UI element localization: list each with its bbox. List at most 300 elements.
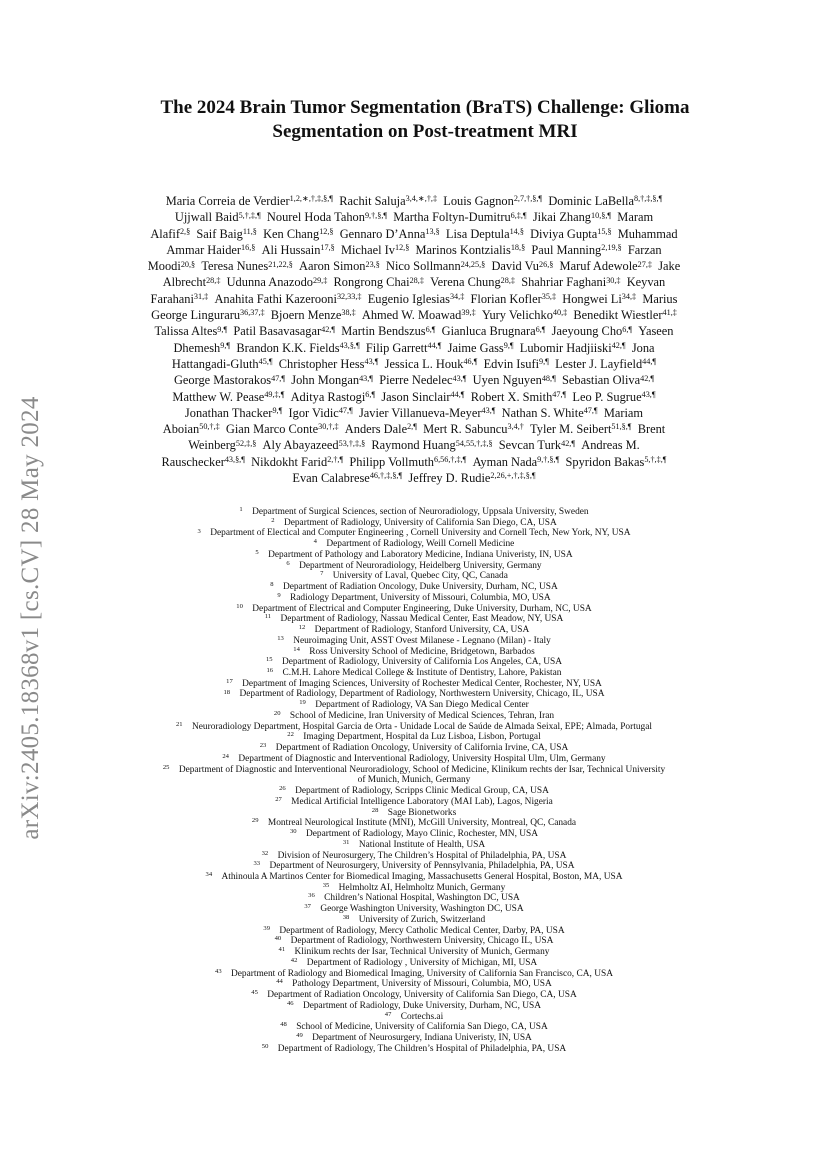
affiliation-text: Department of Surgical Sciences, section of Neuroradiology, Uppsala University, Sweden <box>252 507 589 517</box>
author-affiliation-marks: 3,4,† <box>507 422 524 432</box>
affiliation-number: 19 <box>299 699 306 707</box>
affiliation-text: Department of Radiology , University of Michigan, MI, USA <box>306 957 538 968</box>
affiliation-line <box>90 550 738 561</box>
affiliation-number: 8 <box>270 581 274 589</box>
author-name: Pierre Nedelec <box>379 373 453 388</box>
author-name: Martin Bendszus <box>341 324 426 339</box>
author-affiliation-marks: 29,‡ <box>312 275 328 285</box>
author-affiliation-marks: 12,§ <box>319 226 334 236</box>
author-affiliation-marks: 2,¶ <box>407 422 417 432</box>
affiliation-number: 48 <box>280 1021 287 1029</box>
affiliation-line <box>90 872 738 883</box>
author-affiliation-marks: 38,‡ <box>341 308 356 318</box>
author-affiliation-marks: 6,‡,¶ <box>510 210 527 220</box>
author-affiliation-marks: 9,†,§,¶ <box>537 455 560 465</box>
affiliation-number: 33 <box>253 860 261 868</box>
affiliation-text: of Munich, Munich, Germany <box>357 775 471 786</box>
author-name: Rauschecker <box>161 454 225 469</box>
affiliation-line <box>90 668 738 679</box>
affiliation-line <box>90 507 738 518</box>
author-affiliation-marks: 28,‡ <box>206 275 221 285</box>
arxiv-identifier: arXiv:2405.18368v1 [cs.CV] 28 May 2024 <box>17 395 44 840</box>
author-name: Aly Abayazeed <box>262 438 339 453</box>
author-affiliation-marks: 32,33,‡ <box>336 292 362 302</box>
author-list <box>88 193 740 486</box>
affiliation-line <box>90 990 738 1001</box>
author-line <box>88 323 740 339</box>
affiliation-line <box>90 561 738 572</box>
author-name: Jaeyoung Cho <box>551 324 623 339</box>
affiliation-line <box>90 861 738 872</box>
author-affiliation-marks: 46,¶ <box>463 357 478 367</box>
author-affiliation-marks: 49,‡,¶ <box>264 389 285 399</box>
author-affiliation-marks: 6,56,†,‡,¶ <box>433 455 467 465</box>
affiliation-number: 28 <box>371 806 379 814</box>
affiliation-number: 10 <box>236 602 243 610</box>
affiliation-line <box>90 722 738 733</box>
affiliation-text: Department of Radiation Oncology, Duke University, Durham, NC, USA <box>282 582 558 593</box>
author-name: Edvin Isufi <box>483 356 540 371</box>
affiliation-line <box>90 958 738 969</box>
affiliation-text: Department of Radiology, Nassau Medical Center, East Meadow, NY, USA <box>280 614 564 625</box>
affiliation-number: 37 <box>304 903 311 911</box>
affiliation-text: Department of Radiology, VA San Diego Medical Center <box>315 700 529 711</box>
title-line: Segmentation on Post-treatment MRI <box>272 121 578 142</box>
affiliation-number: 9 <box>277 591 281 599</box>
author-affiliation-marks: 24,25,§ <box>460 259 486 269</box>
author-name: Diviya Gupta <box>530 226 598 241</box>
author-affiliation-marks: 5,†,‡,¶ <box>644 455 667 465</box>
affiliation-line <box>90 840 738 851</box>
affiliation-text: Imaging Department, Hospital da Luz Lisboa, Lisbon, Portugal <box>303 732 541 743</box>
affiliation-text: Department of Diagnostic and Interventional Radiology, University Hospital Ulm, Ulm, Germany <box>238 753 606 764</box>
affiliation-text: Medical Artificial Intelligence Laboratory (MAI Lab), Lagos, Nigeria <box>291 796 553 807</box>
author-affiliation-marks: 17,§ <box>320 243 335 253</box>
affiliation-line <box>90 657 738 668</box>
affiliation-number: 41 <box>278 946 286 954</box>
author-name: Saif Baig <box>196 226 243 241</box>
author-affiliation-marks: 48,¶ <box>541 373 556 383</box>
author-name: Albrecht <box>162 275 207 290</box>
affiliation-text: Department of Radiation Oncology, University of California San Diego, CA, USA <box>267 990 577 1001</box>
author-affiliation-marks: 28,‡ <box>500 275 515 285</box>
author-affiliation-marks: 43,§,¶ <box>339 340 360 350</box>
author-name: Gennaro D’Anna <box>339 226 426 241</box>
author-name: George Mastorakos <box>173 373 272 388</box>
author-line <box>88 307 740 323</box>
arxiv-sidebar <box>19 325 43 910</box>
affiliation-text: Department of Radiology, Scripps Clinic Medical Group, CA, USA <box>295 786 549 797</box>
affiliation-number: 30 <box>289 828 297 836</box>
affiliation-number: 49 <box>296 1032 303 1040</box>
author-name: Weinberg <box>188 438 236 453</box>
author-affiliation-marks: 34,‡ <box>621 292 637 302</box>
author-affiliation-marks: 2,†,¶ <box>327 455 344 465</box>
author-line <box>88 258 740 274</box>
author-name: Ujjwall Baid <box>174 210 239 225</box>
affiliation-line <box>90 915 738 926</box>
affiliation-text: Department of Radiology and Biomedical Imaging, University of California San Francisco, CA, USA <box>231 968 613 979</box>
author-name: Christopher Hess <box>278 356 365 371</box>
affiliation-number: 1 <box>239 506 243 514</box>
affiliation-text: Department of Radiology, University of California San Diego, CA, USA <box>283 517 557 528</box>
affiliation-text: Klinikum rechts der Isar, Technical University of Munich, Germany <box>294 947 550 958</box>
affiliation-line <box>90 947 738 958</box>
author-affiliation-marks: 6,¶ <box>365 389 376 399</box>
author-line <box>88 274 740 290</box>
author-affiliation-marks: 1,2,∗,†,‡,§,¶ <box>289 194 333 204</box>
author-name: Moodi <box>147 259 181 274</box>
affiliation-text: Department of Pathology and Laboratory Medicine, Indiana Univeristy, IN, USA <box>268 549 573 560</box>
author-name: Jason Sinclair <box>381 389 451 404</box>
author-name: Yaseen <box>638 324 674 339</box>
affiliation-number: 36 <box>308 892 315 900</box>
affiliation-text: Department of Neuroradiology, Heidelberg University, Germany <box>299 560 542 571</box>
affiliation-text: Children’s National Hospital, Washington DC, USA <box>324 893 520 904</box>
author-name: Philipp Vollmuth <box>349 454 434 469</box>
affiliation-line <box>90 711 738 722</box>
author-affiliation-marks: 6,¶ <box>535 324 546 334</box>
author-name: Jessica L. Houk <box>384 356 464 371</box>
author-affiliation-marks: 44,¶ <box>427 340 442 350</box>
author-name: Andreas M. <box>581 438 640 453</box>
author-name: Jeffrey D. Rudie <box>408 471 491 486</box>
author-name: Brent <box>637 422 666 437</box>
affiliation-line <box>90 732 738 743</box>
author-name: Lisa Deptula <box>445 226 510 241</box>
author-name: Mert R. Sabuncu <box>423 422 508 437</box>
author-name: Ammar Haider <box>166 242 242 257</box>
affiliation-line <box>90 851 738 862</box>
author-name: Lubomir Hadjiiski <box>519 340 612 355</box>
author-name: Igor Vidic <box>288 405 339 420</box>
affiliation-text: School of Medicine, University of California San Diego, CA, USA <box>296 1022 548 1033</box>
author-name: Marius <box>642 291 678 306</box>
author-affiliation-marks: 42,¶ <box>321 324 336 334</box>
affiliation-number: 43 <box>215 967 222 975</box>
author-affiliation-marks: 44,¶ <box>450 389 465 399</box>
affiliation-number: 13 <box>277 634 284 642</box>
affiliation-number: 46 <box>286 999 294 1007</box>
affiliation-line <box>90 625 738 636</box>
affiliation-line <box>90 743 738 754</box>
author-affiliation-marks: 12,§ <box>394 243 410 253</box>
affiliation-number: 25 <box>162 763 170 771</box>
author-name: Rongrong Chai <box>333 275 410 290</box>
author-affiliation-marks: 40,‡ <box>552 308 568 318</box>
affiliation-line <box>90 571 738 582</box>
author-affiliation-marks: 16,§ <box>241 243 256 253</box>
author-name: Teresa Nunes <box>201 259 269 274</box>
author-name: Jake <box>658 259 681 274</box>
author-affiliation-marks: 42,¶ <box>611 340 626 350</box>
author-affiliation-marks: 2,7,†,§,¶ <box>513 194 543 204</box>
affiliation-number: 38 <box>342 913 350 921</box>
author-affiliation-marks: 9,¶ <box>217 324 228 334</box>
author-line <box>88 437 740 453</box>
affiliation-number: 29 <box>251 817 259 825</box>
author-name: Robert X. Smith <box>470 389 553 404</box>
author-name: Mariam <box>603 405 644 420</box>
author-name: Nourel Hoda Tahon <box>266 210 365 225</box>
author-affiliation-marks: 50,†,‡ <box>199 422 220 432</box>
paper-title <box>80 96 770 144</box>
author-line <box>88 421 740 437</box>
author-affiliation-marks: 11,§ <box>242 226 257 236</box>
author-name: Raymond Huang <box>371 438 456 453</box>
affiliation-line <box>90 754 738 765</box>
author-name: Lester J. Layfield <box>555 356 643 371</box>
author-name: Anders Dale <box>344 422 408 437</box>
affiliation-text: Department of Neurosurgery, University of Pennsylvania, Philadelphia, PA, USA <box>269 861 575 872</box>
author-affiliation-marks: 15,§ <box>597 226 612 236</box>
author-affiliation-marks: 43,§,¶ <box>224 455 245 465</box>
author-name: Nikdokht Farid <box>251 454 328 469</box>
author-name: Jikai Zhang <box>532 210 591 225</box>
author-affiliation-marks: 41,‡ <box>662 308 677 318</box>
author-line <box>88 356 740 372</box>
author-name: Farahani <box>150 291 194 306</box>
author-line <box>88 242 740 258</box>
author-name: Jona <box>631 340 655 355</box>
author-affiliation-marks: 46,†,‡,§,¶ <box>369 471 403 481</box>
author-name: Muhammad <box>617 226 678 241</box>
author-name: Rachit Saluja <box>339 194 406 208</box>
affiliation-line <box>90 539 738 550</box>
affiliation-text: School of Medicine, Iran University of Medical Sciences, Tehran, Iran <box>289 710 555 721</box>
affiliation-line <box>90 883 738 894</box>
affiliation-line <box>90 904 738 915</box>
affiliation-text: Pathology Department, University of Missouri, Columbia, MO, USA <box>292 979 552 990</box>
author-name: Maruf Adewole <box>559 259 638 274</box>
affiliation-line <box>90 786 738 797</box>
author-name: Nathan S. White <box>501 405 584 420</box>
affiliation-text: Department of Radiology, Mayo Clinic, Rochester, MN, USA <box>305 829 539 840</box>
affiliation-number: 14 <box>293 645 300 653</box>
author-line <box>88 209 740 225</box>
affiliation-text: Ross University School of Medicine, Bridgetown, Barbados <box>309 646 535 657</box>
affiliation-text: Department of Radiology, Mercy Catholic Medical Center, Darby, PA, USA <box>279 925 565 936</box>
author-name: Maram <box>617 210 654 225</box>
author-name: Filip Garrett <box>365 340 428 355</box>
author-name: Shahriar Faghani <box>521 275 607 290</box>
author-name: Leo P. Sugrue <box>572 389 642 404</box>
author-name: Ken Chang <box>263 226 320 241</box>
author-affiliation-marks: 43,¶ <box>641 389 656 399</box>
affiliation-number: 16 <box>266 667 274 675</box>
affiliation-number: 15 <box>265 656 273 664</box>
author-affiliation-marks: 39,‡ <box>461 308 476 318</box>
author-affiliation-marks: 54,55,†,‡,§ <box>455 438 493 448</box>
author-affiliation-marks: 34,‡ <box>449 292 465 302</box>
author-line <box>88 340 740 356</box>
author-affiliation-marks: 2,§ <box>179 226 191 236</box>
author-affiliation-marks: 45,¶ <box>258 357 273 367</box>
author-affiliation-marks: 42,¶ <box>640 373 655 383</box>
author-name: Gian Marco Conte <box>225 422 319 437</box>
author-affiliation-marks: 2,26,+,†,‡,§,¶ <box>490 471 536 481</box>
affiliation-text: Helmholtz AI, Helmholtz Munich, Germany <box>338 882 506 893</box>
author-name: Louis Gagnon <box>443 194 514 208</box>
affiliation-text: University of Zurich, Switzerland <box>358 914 486 925</box>
author-line <box>88 470 740 486</box>
author-affiliation-marks: 2,19,§ <box>601 243 622 253</box>
author-name: Sevcan Turk <box>498 438 562 453</box>
author-affiliation-marks: 43,¶ <box>481 406 496 416</box>
affiliation-line <box>90 1001 738 1012</box>
affiliation-number: 39 <box>263 924 270 932</box>
author-name: Talissa Altes <box>154 324 218 339</box>
author-line <box>88 372 740 388</box>
author-name: Javier Villanueva-Meyer <box>358 405 482 420</box>
author-name: Jonathan Thacker <box>184 405 273 420</box>
affiliation-line <box>90 700 738 711</box>
affiliation-line <box>90 775 738 786</box>
author-name: John Mongan <box>291 373 360 388</box>
affiliation-text: Department of Radiology, The Children’s Hospital of Philadelphia, PA, USA <box>277 1043 567 1054</box>
author-affiliation-marks: 47,¶ <box>271 373 286 383</box>
affiliation-number: 11 <box>264 613 272 621</box>
affiliation-text: Department of Radiology, Stanford University, CA, USA <box>314 625 530 636</box>
affiliation-number: 26 <box>279 785 286 793</box>
author-name: Aaron Simon <box>299 259 366 274</box>
author-affiliation-marks: 20,§ <box>180 259 196 269</box>
author-name: Aditya Rastogi <box>290 389 366 404</box>
author-line <box>88 291 740 307</box>
affiliation-number: 5 <box>255 548 259 556</box>
affiliation-line <box>90 969 738 980</box>
affiliation-line <box>90 593 738 604</box>
author-affiliation-marks: 9,¶ <box>539 357 549 367</box>
author-name: Jaime Gass <box>447 340 504 355</box>
author-affiliation-marks: 3,4,∗,†,‡ <box>405 194 438 204</box>
author-name: Marinos Kontzialis <box>415 242 511 257</box>
author-name: Sebastian Oliva <box>561 373 641 388</box>
affiliation-text: Montreal Neurological Institute (MNI), McGill University, Montreal, QC, Canada <box>267 818 577 829</box>
author-affiliation-marks: 30,‡ <box>606 275 621 285</box>
author-affiliation-marks: 43,¶ <box>452 373 467 383</box>
author-affiliation-marks: 30,†,‡ <box>318 422 339 432</box>
affiliation-number: 47 <box>384 1010 392 1018</box>
author-name: Bjoern Menze <box>270 308 342 323</box>
affiliation-text: Department of Imaging Sciences, University of Rochester Medical Center, Rochester, NY, USA <box>242 678 602 689</box>
author-affiliation-marks: 47,¶ <box>583 406 598 416</box>
affiliation-text: Department of Neurosurgery, Indiana Univeristy, IN, USA <box>312 1032 532 1043</box>
affiliation-number: 21 <box>176 720 183 728</box>
affiliation-text: Athinoula A Martinos Center for Biomedical Imaging, Massachusetts General Hospital, Boston, MA, USA <box>221 871 623 882</box>
author-affiliation-marks: 43,¶ <box>359 373 374 383</box>
affiliation-text: Department of Electrical and Computer Engineering, Duke University, Durham, NC, USA <box>252 603 592 614</box>
author-affiliation-marks: 6,¶ <box>425 324 436 334</box>
affiliation-number: 2 <box>271 516 275 524</box>
affiliation-line <box>90 582 738 593</box>
title-line: The 2024 Brain Tumor Segmentation (BraTS) Challenge: Glioma <box>160 97 690 118</box>
affiliation-number: 32 <box>261 849 269 857</box>
affiliation-text: University of Laval, Quebec City, QC, Canada <box>332 571 508 582</box>
affiliation-text: Department of Radiology, Department of Radiology, Northwestern University, Chicago, IL, USA <box>239 689 605 700</box>
author-line <box>88 389 740 405</box>
author-name: Uyen Nguyen <box>472 373 542 388</box>
affiliation-number: 12 <box>298 624 306 632</box>
affiliation-text: Department of Radiology, Northwestern University, Chicago IL, USA <box>290 936 554 947</box>
affiliation-text: Department of Diagnostic and Interventional Neuroradiology, School of Medicine, Klinikum rechts der Isar, Technical University <box>178 764 666 775</box>
author-affiliation-marks: 9,¶ <box>503 340 514 350</box>
affiliation-number: 17 <box>226 677 233 685</box>
author-name: Eugenio Iglesias <box>367 291 450 306</box>
author-name: Evan Calabrese <box>292 471 370 486</box>
affiliation-number: 42 <box>290 956 298 964</box>
author-affiliation-marks: 47,¶ <box>552 389 567 399</box>
author-name: Martha Foltyn-Dumitru <box>393 210 511 225</box>
affiliation-text: Neuroimaging Unit, ASST Ovest Milanese - Legnano (Milan) - Italy <box>293 635 551 646</box>
affiliation-number: 20 <box>273 709 281 717</box>
author-affiliation-marks: 10,§,¶ <box>591 210 612 220</box>
author-name: Udunna Anazodo <box>226 275 313 290</box>
affiliation-line <box>90 936 738 947</box>
author-name: Anahita Fathi Kazerooni <box>214 291 337 306</box>
affiliation-number: 22 <box>287 731 294 739</box>
affiliation-line <box>90 647 738 658</box>
author-name: Tyler M. Seibert <box>530 422 612 437</box>
affiliation-number: 31 <box>342 838 350 846</box>
author-name: Farzan <box>627 242 662 257</box>
affiliation-number: 3 <box>197 527 201 535</box>
affiliation-number: 24 <box>222 752 229 760</box>
affiliation-line <box>90 1044 738 1055</box>
affiliation-text: Division of Neurosurgery, The Children’s Hospital of Philadelphia, PA, USA <box>277 850 567 861</box>
affiliation-text: Department of Radiology, Duke University, Durham, NC, USA <box>302 1000 542 1011</box>
author-name: Nico Sollmann <box>386 259 461 274</box>
author-name: Spyridon Bakas <box>565 454 645 469</box>
author-name: Keyvan <box>626 275 666 290</box>
affiliation-line <box>90 893 738 904</box>
author-affiliation-marks: 21,22,§ <box>268 259 293 269</box>
affiliation-line <box>90 1033 738 1044</box>
author-line <box>88 226 740 242</box>
author-name: Ahmed W. Moawad <box>361 308 462 323</box>
author-affiliation-marks: 44,¶ <box>642 357 657 367</box>
affiliation-number: 45 <box>251 989 258 997</box>
affiliation-number: 18 <box>223 688 231 696</box>
author-name: Brandon K.K. Fields <box>236 340 340 355</box>
author-name: Maria Correia de Verdier <box>165 194 290 208</box>
affiliation-text: Neuroradiology Department, Hospital Garcia de Orta - Unidade Local de Saúde de Almada Seixal, EPE; Almada, Portugal <box>191 721 652 732</box>
affiliation-text: Radiology Department, University of Missouri, Columbia, MO, USA <box>290 592 551 603</box>
author-affiliation-marks: 9,¶ <box>272 406 283 416</box>
affiliation-text: Cortechs.ai <box>400 1011 444 1022</box>
author-affiliation-marks: 5,†,‡,¶ <box>238 210 261 220</box>
affiliation-line <box>90 636 738 647</box>
author-affiliation-marks: 51,§,¶ <box>611 422 632 432</box>
author-affiliation-marks: 27,‡ <box>637 259 652 269</box>
affiliation-line <box>90 808 738 819</box>
author-name: Gianluca Brugnara <box>441 324 536 339</box>
affiliation-number: 44 <box>276 978 283 986</box>
affiliation-number: 27 <box>275 795 282 803</box>
affiliation-number: 6 <box>286 559 290 567</box>
author-affiliation-marks: 35,‡ <box>541 292 557 302</box>
author-affiliation-marks: 13,§ <box>425 226 440 236</box>
author-line <box>88 405 740 421</box>
affiliation-number: 34 <box>205 871 213 878</box>
author-affiliation-marks: 6,¶ <box>622 324 633 334</box>
author-name: Florian Kofler <box>470 291 542 306</box>
affiliation-line <box>90 614 738 625</box>
affiliation-line <box>90 979 738 990</box>
author-name: Alafif <box>150 226 180 241</box>
author-affiliation-marks: 8,†,‡,§,¶ <box>634 194 663 204</box>
author-affiliation-marks: 53,†,‡,§ <box>338 438 366 448</box>
